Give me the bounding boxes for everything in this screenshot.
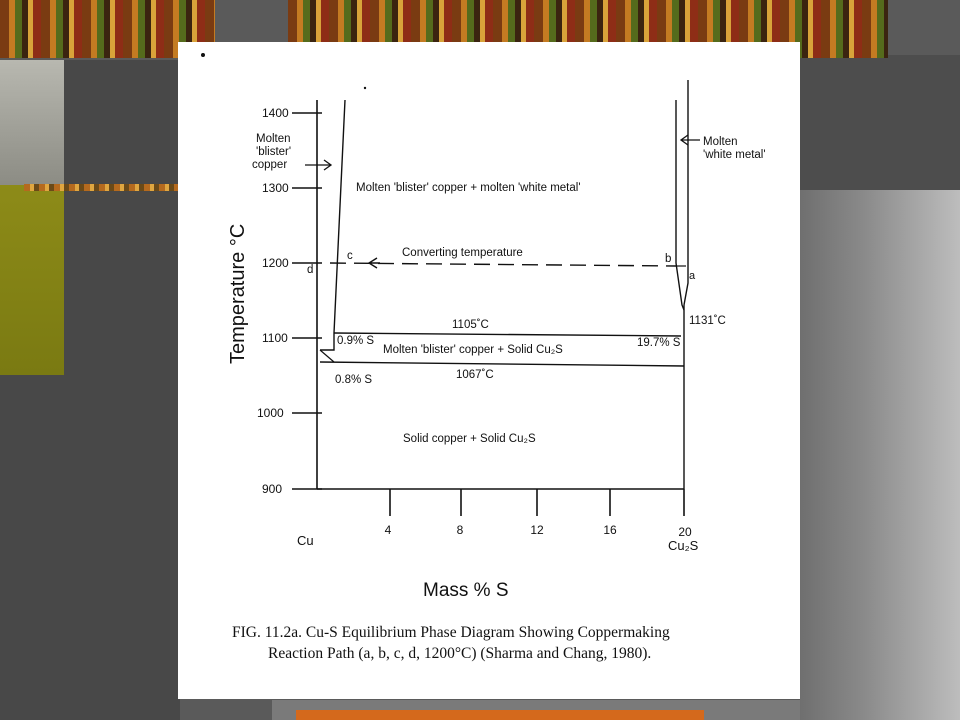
point-b-label: b <box>665 253 672 265</box>
right-liquidus-outer <box>684 80 688 305</box>
caption-line-1: FIG. 11.2a. Cu-S Equilibrium Phase Diagram Showing Coppermaking <box>232 624 670 641</box>
temp-1105-label: 1105˚C <box>452 319 489 331</box>
left-eutectic-curve <box>320 350 334 362</box>
y-axis-title: Temperature °C <box>227 223 249 364</box>
molten-white-arrow <box>681 135 700 145</box>
x-label-cu: Cu <box>297 533 314 548</box>
comp-197-label: 19.7% S <box>637 337 681 349</box>
y-tick-1300: 1300 <box>262 181 289 195</box>
comp-08-label: 0.8% S <box>335 374 373 386</box>
y-tick-1100: 1100 <box>262 331 288 345</box>
caption-line-2: Reaction Path (a, b, c, d, 1200°C) (Sharma and Chang, 1980). <box>268 645 652 662</box>
molten-blister-label <box>252 133 291 171</box>
y-tick-1000: 1000 <box>257 406 284 420</box>
svg-text:'blister': 'blister' <box>256 146 292 158</box>
y-tick-1200: 1200 <box>262 256 289 270</box>
y-tick-900: 900 <box>262 482 283 496</box>
x-axis-title: Mass % S <box>423 580 509 601</box>
converting-path <box>330 263 676 266</box>
svg-text:Molten: Molten <box>256 133 291 145</box>
converting-label: Converting temperature <box>402 247 523 259</box>
x-tick-20: 20 <box>678 525 692 539</box>
right-liquidus-inner <box>676 100 684 310</box>
stray-mark <box>364 87 366 89</box>
y-tick-1400: 1400 <box>262 106 289 120</box>
svg-text:copper: copper <box>252 159 288 171</box>
figure-caption <box>232 622 792 664</box>
x-tick-12: 12 <box>530 523 544 537</box>
temp-1067-label: 1067˚C <box>456 369 494 381</box>
left-liquidus <box>320 100 345 350</box>
region-bottom-label: Solid copper + Solid Cu₂S <box>403 433 536 445</box>
svg-text:Molten: Molten <box>703 136 738 148</box>
monotectic-line <box>334 333 681 336</box>
converting-arrow <box>369 258 380 268</box>
point-c-label: c <box>347 250 353 262</box>
point-a-label: a <box>689 270 696 282</box>
stray-dot <box>201 53 205 57</box>
molten-white-label <box>703 136 766 161</box>
point-d-label: d <box>307 264 314 276</box>
region-top-label: Molten 'blister' copper + molten 'white metal' <box>356 182 581 194</box>
x-label-cu2s: Cu₂S <box>668 538 699 553</box>
molten-blister-arrow <box>305 160 331 170</box>
eutectic-line <box>320 362 684 366</box>
x-ticks <box>390 489 684 516</box>
comp-09-label: 0.9% S <box>337 335 375 347</box>
x-tick-labels <box>385 523 692 539</box>
x-tick-16: 16 <box>603 523 617 537</box>
x-tick-4: 4 <box>384 523 392 537</box>
region-middle-label: Molten 'blister' copper + Solid Cu₂S <box>383 344 563 356</box>
svg-text:'white metal': 'white metal' <box>703 149 766 161</box>
x-tick-8: 8 <box>456 523 464 537</box>
temp-1131-label: 1131˚C <box>689 315 726 327</box>
